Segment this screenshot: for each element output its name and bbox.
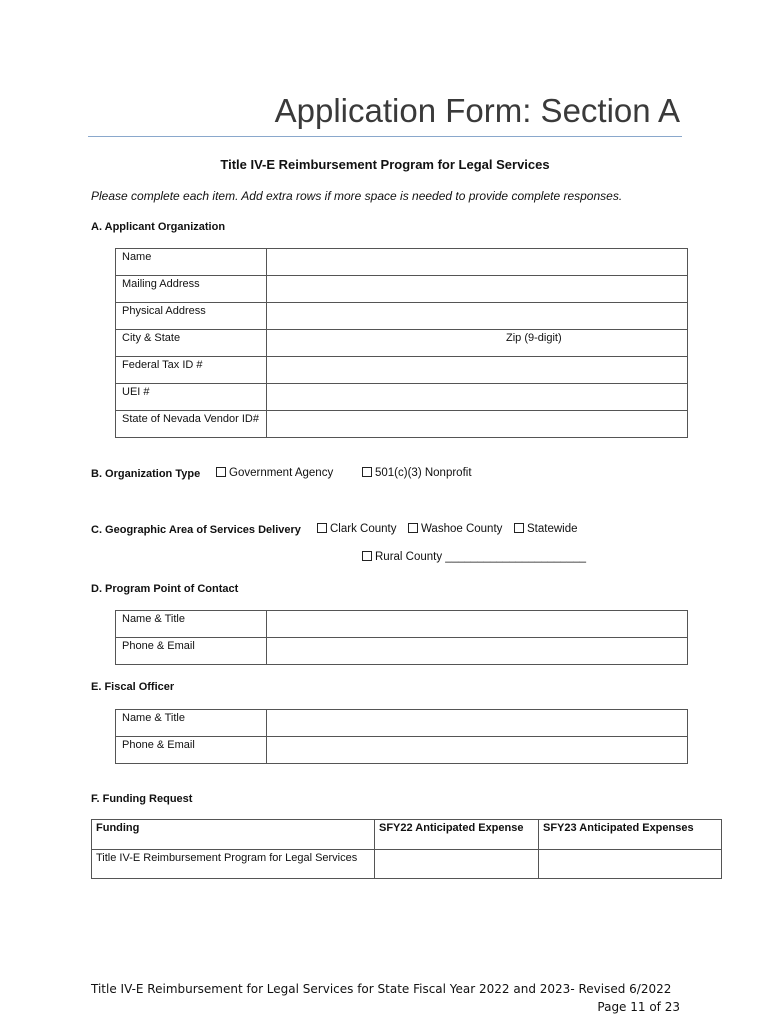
name-field[interactable] — [267, 249, 688, 276]
clark-county-label: Clark County — [330, 523, 397, 535]
table-row — [116, 384, 688, 411]
section-e-heading: E. Fiscal Officer — [91, 681, 175, 693]
applicant-organization-table — [115, 248, 688, 438]
nonprofit-option[interactable] — [362, 467, 472, 479]
table-row — [116, 276, 688, 303]
table-row — [116, 249, 688, 276]
mailing-address-field[interactable] — [267, 276, 688, 303]
table-row — [92, 850, 722, 879]
sfy23-expense-field[interactable] — [539, 850, 722, 879]
sfy22-expense-field[interactable] — [375, 850, 539, 879]
city-state-field[interactable] — [267, 330, 688, 357]
fiscal-phone-email-field[interactable] — [267, 737, 688, 764]
nonprofit-checkbox[interactable] — [362, 467, 372, 477]
table-row — [116, 638, 688, 665]
statewide-label: Statewide — [527, 523, 578, 535]
government-agency-option[interactable] — [216, 467, 333, 479]
physical-address-field[interactable] — [267, 303, 688, 330]
funding-request-table — [91, 819, 722, 879]
statewide-checkbox[interactable] — [514, 523, 524, 533]
table-row — [116, 611, 688, 638]
washoe-county-label: Washoe County — [421, 523, 503, 535]
fiscal-name-title-label: Name & Title — [116, 710, 267, 737]
funding-row-label: Title IV-E Reimbursement Program for Legal Services — [92, 850, 375, 879]
sfy22-header: SFY22 Anticipated Expense — [375, 820, 539, 850]
clark-county-option[interactable] — [317, 523, 396, 535]
table-row — [116, 710, 688, 737]
page-number: Page 11 of 23 — [597, 1000, 680, 1014]
section-d-heading: D. Program Point of Contact — [91, 583, 239, 595]
rural-county-checkbox[interactable] — [362, 551, 372, 561]
fiscal-officer-table — [115, 709, 688, 764]
city-state-label: City & State — [116, 330, 267, 357]
physical-address-label: Physical Address — [116, 303, 267, 330]
contact-phone-email-label: Phone & Email — [116, 638, 267, 665]
uei-label: UEI # — [116, 384, 267, 411]
footer-text: Title IV-E Reimbursement for Legal Services for State Fiscal Year 2022 and 2023- Revised 6/2022 — [91, 982, 672, 996]
table-row — [92, 820, 722, 850]
sfy23-header: SFY23 Anticipated Expenses — [539, 820, 722, 850]
table-row — [116, 330, 688, 357]
page-title: Application Form: Section A — [274, 92, 680, 129]
vendor-id-field[interactable] — [267, 411, 688, 438]
nonprofit-label: 501(c)(3) Nonprofit — [375, 467, 472, 479]
mailing-address-label: Mailing Address — [116, 276, 267, 303]
section-a-heading: A. Applicant Organization — [91, 221, 226, 233]
program-contact-table — [115, 610, 688, 665]
form-subtitle: Title IV-E Reimbursement Program for Legal Services — [220, 157, 550, 172]
table-row — [116, 357, 688, 384]
federal-tax-id-field[interactable] — [267, 357, 688, 384]
form-instructions: Please complete each item. Add extra rows if more space is needed to provide complete responses. — [91, 189, 623, 203]
uei-field[interactable] — [267, 384, 688, 411]
name-label: Name — [116, 249, 267, 276]
table-row — [116, 303, 688, 330]
section-b-heading: B. Organization Type — [91, 468, 201, 480]
contact-name-title-label: Name & Title — [116, 611, 267, 638]
government-agency-checkbox[interactable] — [216, 467, 226, 477]
washoe-county-option[interactable] — [408, 523, 502, 535]
contact-name-title-field[interactable] — [267, 611, 688, 638]
fiscal-name-title-field[interactable] — [267, 710, 688, 737]
government-agency-label: Government Agency — [229, 467, 334, 479]
vendor-id-label: State of Nevada Vendor ID# — [116, 411, 267, 438]
table-row — [116, 737, 688, 764]
rural-county-option[interactable] — [362, 551, 586, 563]
title-divider — [88, 136, 682, 137]
section-c-heading: C. Geographic Area of Services Delivery — [91, 524, 301, 536]
fiscal-phone-email-label: Phone & Email — [116, 737, 267, 764]
rural-county-label: Rural County ______________________ — [375, 551, 587, 563]
table-row — [116, 411, 688, 438]
federal-tax-id-label: Federal Tax ID # — [116, 357, 267, 384]
zip-label: Zip (9-digit) — [506, 332, 562, 344]
statewide-option[interactable] — [514, 523, 578, 535]
clark-county-checkbox[interactable] — [317, 523, 327, 533]
funding-header: Funding — [92, 820, 375, 850]
washoe-county-checkbox[interactable] — [408, 523, 418, 533]
section-f-heading: F. Funding Request — [91, 793, 193, 805]
contact-phone-email-field[interactable] — [267, 638, 688, 665]
